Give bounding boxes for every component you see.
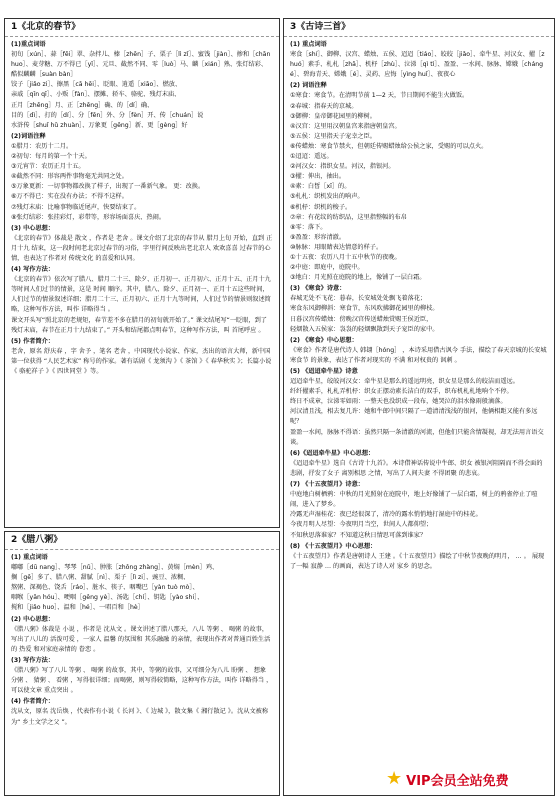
poem-line: 寒食东风御柳斜：寒食节，东风吹拂御花园里的柳枝。 bbox=[290, 305, 439, 313]
poem-line: 中庭地白树栖鸦：中秋的月光照射在庭院中，地上好像铺了一层白霜，树上的鸦雀停止了喧闹，进入了梦乡。 bbox=[290, 491, 538, 509]
explain-item: ⑥传蜡烛：寒食节禁火，但朝廷传赐蜡烛给公侯之家，受赐的可以点火。 bbox=[290, 142, 488, 150]
section-title: 3《古诗三首》 bbox=[284, 19, 554, 37]
word-line: 饺子［jiǎo zi］、擦黑［cā hēi］、眨眼、逍遥［xiāo］、燃放、 bbox=[11, 81, 182, 89]
explain-item: ①十五夜：农历八月十五中秋节的夜晚。 bbox=[290, 253, 401, 261]
explain-item: ④截然不同：形容两件事物毫无共同之处。 bbox=[11, 173, 128, 181]
heading-poem-meaning: (3) 《寒食》诗意： bbox=[290, 285, 346, 293]
heading-key-words: (1)重点词语 bbox=[11, 41, 46, 48]
section-title: 1《北京的春节》 bbox=[5, 19, 279, 37]
explain-item: ②春城：指春天的京城。 bbox=[290, 102, 358, 110]
section-laba-porridge bbox=[4, 531, 280, 796]
word-line: 搅和［jiǎo huo］、温和［hé］、一唱百和［hè］ bbox=[11, 604, 144, 612]
center-idea-text: 《迢迢牵牛星》选自《古诗十九首》。本诗借神话传说中牛郎、织女 被银河阻隔而不得会面的悲剧，抒发了女子 离别相思 之情，写出了人间夫妻 不得团聚 的悲哀。 bbox=[290, 459, 543, 477]
author-text: 沈从文，原名 沈岳焕 ，代表作有小说《 长河 》、《 边城 》，散文集《 湘行散记 》。沈从文被称为“ 乡土文学之父 ”。 bbox=[11, 708, 269, 726]
explain-item: ⑤五侯：这里指天子宠幸之臣。 bbox=[290, 132, 376, 140]
explain-item: ②中庭：即庭中，庭院中。 bbox=[290, 264, 364, 272]
word-line: 搁［gē］多了、腊八粥、甜腻［nì］、栗子［lì zi］、豌豆、浓稠、 bbox=[11, 574, 190, 582]
vip-banner[interactable] bbox=[386, 766, 551, 792]
heading-author: (4) 作者简介： bbox=[11, 698, 55, 706]
explain-item: ⑥机杼：织机的梭子。 bbox=[290, 203, 352, 211]
center-idea-text: 《寒食》作者是唐代诗人 韩翃［hóng］ ，本诗采用借古讽今 手法，描绘了春天京城的长安城 寒食节 的景象，表达了作者对现实的 不满 和对权贵的 讽刺 。 bbox=[290, 346, 547, 364]
heading-writing-method: (4) 写作方法： bbox=[11, 266, 55, 274]
explain-item: ②河汉女：指织女星。河汉，指银河。 bbox=[290, 163, 395, 171]
explain-item: ⑤札札：织机发出的响声。 bbox=[290, 193, 364, 201]
heading-poem-meaning: (7) 《十五夜望月》诗意： bbox=[290, 481, 364, 489]
poem-line: 今夜月明人尽望：今夜明月当空，世间人人都仰望； bbox=[290, 521, 433, 529]
heading-center-idea: (2) 《寒食》中心思想： bbox=[290, 336, 358, 344]
explain-item: ⑦章：有花纹的纺织品，这里指整幅的布帛 bbox=[290, 213, 407, 221]
explain-item: ③擢：伸出，抽出。 bbox=[290, 173, 346, 181]
poem-line: 日暮汉宫传蜡烛：傍晚汉宫传送蜡烛赏赐王侯近臣， bbox=[290, 315, 433, 323]
word-line: 嘟嘟［dū nang］、琴琴［nǔ］、肿胀［zhǒng zhàng］、黄焖［mèn］鸡、 bbox=[11, 564, 219, 572]
poem-line: 春城无处不飞花：暮春，长安城处处飘飞着落花； bbox=[290, 295, 427, 303]
word-line: 熬粥、深褐色、饶舌［ráo］、脏水、筷子、咽嘴巴［yàn tuò mò］、 bbox=[11, 584, 199, 592]
word-line: 正月［zhēng］月、正［zhēng］确、的［dí］确、 bbox=[11, 101, 154, 109]
poem-line: 轻烟散入五侯家：袅袅的轻烟飘散到天子宠臣的家中。 bbox=[290, 325, 439, 333]
explain-item: ③地白：月光照在庭院的地上，像铺了一层白霜。 bbox=[290, 274, 426, 282]
section-three-poems bbox=[283, 18, 555, 796]
explain-item: ⑨盈盈：形容清澈。 bbox=[290, 233, 346, 241]
heading-center-idea: (8) 《十五夜望月》中心思想： bbox=[290, 542, 377, 550]
heading-key-words: (1) 重点词语 bbox=[11, 554, 48, 561]
heading-center-idea: (6)《迢迢牵牛星》中心思想： bbox=[290, 449, 375, 457]
explain-item: ①腊月：农历十二月。 bbox=[11, 142, 73, 150]
explain-item: ③御柳：皇帝御花园里的柳树。 bbox=[290, 112, 376, 120]
center-idea-text: 《腊八粥》体裁是 小说 ，作者是 沈从文 。课文讲述了腊八那天，八儿 等粥 、 喝粥 的故事，写出了八儿的 活泼可爱 ，一家人 温馨 的氛围和 其乐融融 的亲情，表现出作者对普通百姓生活的 热爱 和对家庭亲情的 眷恋 。 bbox=[11, 625, 271, 653]
explain-item: ⑧零：落下。 bbox=[290, 223, 327, 231]
poem-line: 纤纤擢素手，札札弄机杼：织女正摆动素长洁白的双手，织布机札札地响个不停。 bbox=[290, 388, 513, 396]
word-line: 咽喉［yān hóu］、哽咽［gěng yè］、汤匙［chí］、钥匙［yào shi］、 bbox=[11, 594, 204, 602]
heading-key-words: (1) 重点词语 bbox=[290, 41, 327, 48]
explain-item: ④素：白皙［xī］的。 bbox=[290, 183, 351, 191]
explain-item: ①寒食：寒食节。在清明节前 1—2 天，节日期间不能生火做饭。 bbox=[290, 92, 469, 100]
poem-line: 终日不成章，泣涕零如雨：一整天也没织成一段布，她哭泣的泪水像雨般滴落。 bbox=[290, 398, 507, 406]
word-line: 目的［dì］、打的［dí］、分［fēn］外、分［fèn］开、传［chuán］说 bbox=[11, 111, 204, 119]
poem-line: 不知秋思落谁家？不知道这秋日情思可落到谁家？ bbox=[290, 531, 427, 539]
poem-line: 盈盈一水间，脉脉不得语：虽然只隔一条清澈的河流，但他们只能含情凝视，却无法用言语交谈。 bbox=[290, 428, 544, 446]
poem-line: 迢迢牵牛星，皎皎河汉女：牵牛星是那么的遥远明亮，织女星是那么的皎洁而遥远。 bbox=[290, 378, 519, 386]
poem-line: 河汉清且浅，相去复几许：她和牛郎中间只隔了一道清清浅浅的银河，他俩相距又能有多远呢？ bbox=[290, 408, 538, 426]
heading-center-idea: (2) 中心思想： bbox=[11, 615, 55, 623]
writing-method-text: 《北京的春节》依次写了腊八、腊月二十三、除夕、正月初一、正月初六、正月十五、正月十九等时间人们过节的情景，这是 时间 顺序。其中，腊八、除夕、正月初一、正月十五这些时间，人们过节的情景叙述详细；腊月二十三、正月初六、正月十九等时间，人们过节的情景则叙述简略，这种写作方法，叫作 详略得当 。 bbox=[11, 276, 271, 314]
center-idea-text: 《北京的春节》体裁是 散文 ，作者是 老舍 。课文介绍了北京的春节从 腊月上旬 开始，直到 正月十九 结束，这一段时间老北京过春节的习俗，字里行间反映出老北京人 欢欢喜喜 过春节的心情，也表达了作者对 传统文化 的喜爱和认同。 bbox=[11, 234, 273, 262]
star-icon: ★ bbox=[386, 768, 403, 789]
author-text: 老舍，原名 舒庆春 ，字 舍予 ，笔名 老舍 ，中国现代小说家、作家，杰出的语言大师，新中国第一位获得 “人民艺术家” 称号的作家。著有话剧《 龙须沟 》《 茶馆 》《 春华秋实 》；长篇小说《 骆驼祥子 》《 四世同堂 》等。 bbox=[11, 347, 272, 375]
word-line: 亲戚［qīn qī］、小贩［fàn］、摆摊、轿车、骆驼、残灯末庙、 bbox=[11, 91, 181, 99]
heading-center-idea: (3) 中心思想： bbox=[11, 224, 55, 232]
section-title: 2《腊八粥》 bbox=[5, 532, 279, 550]
explain-item: ⑥万不得已：实在没有办法；不得不这样。 bbox=[11, 193, 128, 201]
explain-item: ⑧张灯结彩：张挂彩灯，彩带等，形容场面喜庆、热闹。 bbox=[11, 213, 166, 221]
heading-writing-method: (3) 写作方法： bbox=[11, 656, 55, 664]
center-idea-text: 《十五夜望月》作者是唐朝诗人 王建 。《十五夜望月》描绘了中秋节夜晚的明月， … 。 展现了一幅 寂静 … 的画面，表达了诗人对 家乡 的思念。 bbox=[290, 552, 545, 570]
section-beijing-spring bbox=[4, 18, 280, 528]
vip-banner-text: VIP会员全站免费 bbox=[406, 773, 509, 789]
word-line: 初旬［xún］、蒜［fēi］翠、杂拌儿、榛［zhēn］子、栗子［lì zǐ］、蜜饯［jiàn］、掺和［chān huo］、麦芽糖、万不得已［yǐ］、元旦、截然不同、零［luò］马、麟［xián］熟、张灯结彩、酷似麟麟［suàn bàn］ bbox=[11, 51, 271, 79]
explain-item: ②初旬：每月的第一个十天。 bbox=[11, 153, 91, 161]
explain-item: ⑤万象更新：一切事物都改换了样子，出现了一番新气象。 更：改换。 bbox=[11, 183, 205, 191]
writing-method-text: 《腊八粥》写了八儿 等粥 、 喝粥 的故事，其中，等粥的故事，又可细分为八儿 盼粥 、 想象 分粥 、 猜粥 、 看粥 ，写得很详细；而喝粥，则写得较简略，这种写作方法，叫作 详略得当 ，可以使文章 重点突出 。 bbox=[11, 667, 273, 695]
document-page bbox=[4, 4, 555, 796]
heading-poem-meaning: (5) 《迢迢牵牛星》诗意 bbox=[290, 368, 358, 375]
word-line: 水浒传［shuǐ hǔ zhuàn］、万象更［gēng］新、更［gèng］好 bbox=[11, 121, 188, 129]
explain-item: ⑩脉脉：用眼睛表达情意的样子。 bbox=[290, 243, 383, 251]
explain-item: ③元宵节：农历正月十五。 bbox=[11, 163, 85, 171]
explain-item: ④汉宫：这里用汉朝皇宫来指唐朝皇宫。 bbox=[290, 122, 401, 130]
heading-explanations: (2) 词语注释 bbox=[290, 82, 327, 90]
writing-method-extra: 课文开头写“照北京的老规矩，春节差不多在腊月的初旬就开始了。” 课文结尾写“一眨眼，到了残灯末庙，春节在正月十九结束了。” 开头和结尾都点明春节，这种写作方法，叫 首尾呼应 。 bbox=[11, 316, 267, 334]
word-line: 寒食［shí］、御柳、汉宫、蜡烛、五侯、迢迢［tiáo］、皎皎［jiǎo］、牵牛星、河汉女、擢［zhuó］素手、札札［zhā］、机杼［zhù］、泣涕［qì tì］、盈盈、一水间、脉脉、嫦娥［cháng é］、碧海青天、嫦娥［é］、灵药、应悔［yìng huǐ］、夜夜心 bbox=[290, 51, 545, 79]
explain-item: ⑦残灯末庙：比喻事物临近尾声，快要结束了。 bbox=[11, 203, 141, 211]
heading-explanations: (2)词语注释 bbox=[11, 132, 46, 140]
poem-line: 冷露无声湿桂花：夜已经很深了，清冷的露水悄悄地打湿庭中的桂花。 bbox=[290, 511, 482, 519]
heading-author: (5) 作者简介： bbox=[11, 337, 55, 345]
explain-item: ①迢迢：遥远。 bbox=[290, 153, 333, 161]
